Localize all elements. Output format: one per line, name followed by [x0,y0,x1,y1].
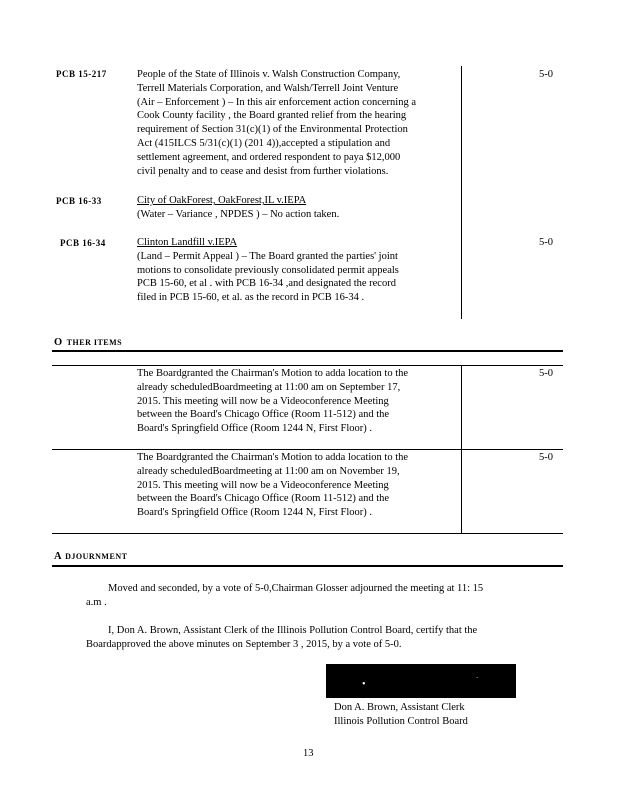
case-title-line: City of OakForest, OakForest,IL v.IEPA [137,195,307,206]
vote-result: 5-0 [539,237,553,248]
table-rule [52,533,563,534]
case-body-line: requirement of Section 31(c)(1) of the Environmental Protection [137,124,408,136]
vote-result: 5-0 [539,69,553,80]
case-body-line: civil penalty and to cease and desist from further violations. [137,165,389,177]
case-body-line: (Water – Variance , NPDES ) – No action taken. [137,208,340,220]
signature-redaction [326,664,516,698]
signer-name: Don A. Brown, Assistant Clerk [334,702,465,713]
vote-result: 5-0 [539,368,553,379]
para-line: a.m . [86,596,107,608]
case-body-line: filed in PCB 15-60, et al. as the record in PCB 16-34 . [137,292,365,304]
section-rule [52,565,563,567]
case-body-line: settlement agreement, and ordered respondent to paya $12,000 [137,151,401,163]
certification-paragraph [86,624,542,652]
signer-organization: Illinois Pollution Control Board [334,715,468,727]
table-rule [52,365,563,366]
item-line: 2015. This meeting will now be a Videoconference Meeting [137,395,389,407]
case-title-line: Terrell Materials Corporation, and Walsh/Terrell Joint Venture [137,82,399,94]
signature-mark: ˋ [476,676,479,684]
vote-result: 5-0 [539,452,553,463]
case-title-line: People of the State of Illinois v. Walsh Construction Company, [137,69,401,80]
other-item-entry [137,367,453,436]
other-item-entry [137,451,453,520]
case-title-line: Clinton Landfill v.IEPA [137,237,238,248]
case-entry [137,68,457,178]
item-line: already scheduledBoardmeeting at 11:00 am on September 17, [137,381,401,393]
item-line: between the Board's Chicago Office (Room 11-512) and the [137,409,390,421]
heading-initial: A [54,551,63,562]
heading-initial: O [54,337,63,348]
item-line: The Boardgranted the Chairman's Motion to adda location to the [137,452,409,463]
case-body-line: Act (415ILCS 5/31(c)(1) (201 4)),accepted a stipulation and [137,137,391,149]
item-line: 2015. This meeting will now be a Videoconference Meeting [137,479,389,491]
item-line: Board's Springfield Office (Room 1244 N, First Floor) . [137,507,373,519]
page-number: 13 [303,748,314,759]
section-rule [52,350,563,352]
case-entry [137,194,457,222]
adjournment-paragraph [86,582,542,610]
case-body-line: (Air – Enforcement ) – In this air enforcement action concerning a [137,96,417,108]
section-heading-other-items [54,336,122,350]
case-number: PCB 15-217 [56,69,107,79]
heading-rest: DJOURNMENT [65,552,128,561]
case-body-line: motions to consolidate previously consolidated permit appeals [137,264,399,276]
cases-column-divider [461,66,462,319]
item-line: already scheduledBoardmeeting at 11:00 am on November 19, [137,465,400,477]
table-column-divider [461,365,462,533]
para-line: Boardapproved the above minutes on September 3 , 2015, by a vote of 5-0. [86,638,402,650]
table-rule [52,449,563,450]
heading-rest: THER ITEMS [66,338,123,347]
section-heading-adjournment [54,550,127,564]
case-entry [137,236,457,305]
case-body-line: Cook County facility , the Board granted relief from the hearing [137,110,407,122]
signature-caption [334,701,468,729]
case-number: PCB 16-34 [60,238,106,248]
case-body-line: PCB 15-60, et al . with PCB 16-34 ,and designated the record [137,278,396,290]
item-line: between the Board's Chicago Office (Room 11-512) and the [137,493,390,505]
para-line: I, Don A. Brown, Assistant Clerk of the Illinois Pollution Control Board, certify that the [108,625,478,636]
case-body-line: (Land – Permit Appeal ) – The Board granted the parties' joint [137,250,398,262]
item-line: Board's Springfield Office (Room 1244 N, First Floor) . [137,423,373,435]
para-line: Moved and seconded, by a vote of 5-0,Chairman Glosser adjourned the meeting at 11: 15 [108,583,484,594]
signature-mark: • [362,679,366,690]
item-line: The Boardgranted the Chairman's Motion to adda location to the [137,368,409,379]
case-number: PCB 16-33 [56,196,102,206]
